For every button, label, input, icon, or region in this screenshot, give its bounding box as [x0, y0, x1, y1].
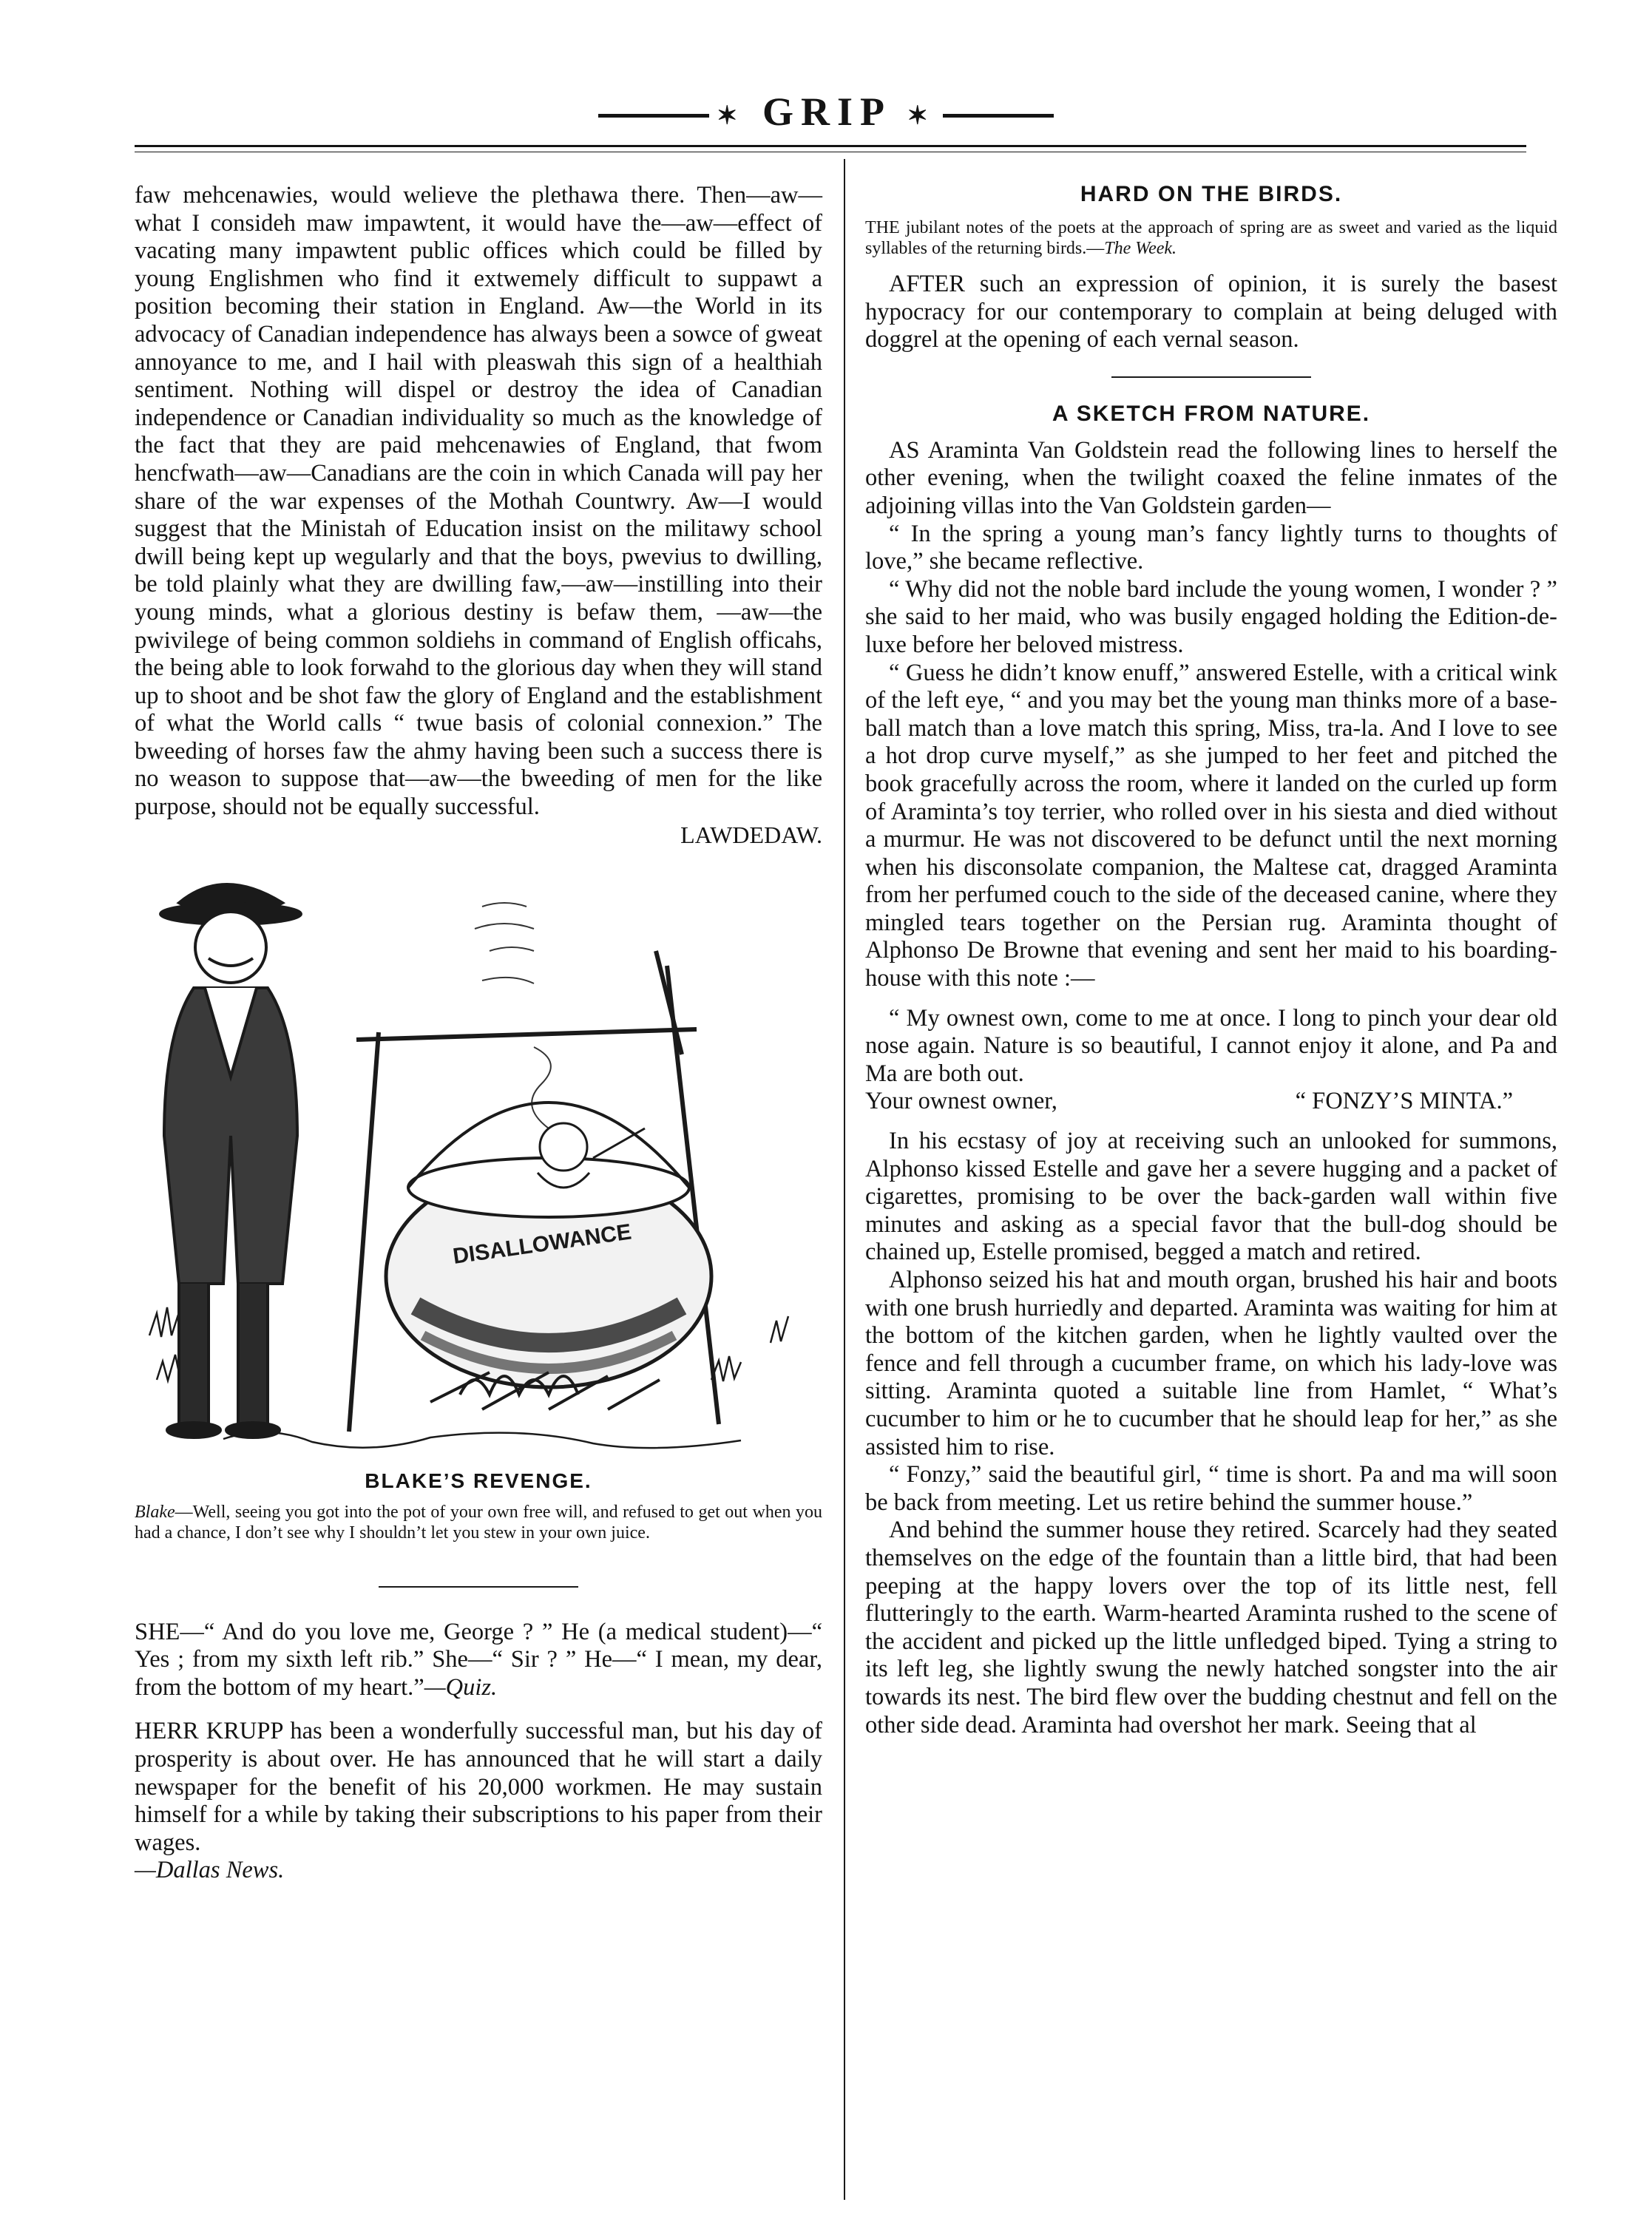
krupp-text: HERR KRUPP has been a wonderfully successful man, but his day of prosperity is about over. He has announced that he will start a daily newspaper for the benefit of his 20,000 workmen. He may sustain himself for a while by taking their subscriptions to his paper from their wages. [135, 1718, 822, 1856]
masthead-rule-right [943, 114, 1054, 118]
star-ornament-icon: ✶ [907, 102, 936, 130]
pot-label: DISALLOWANCE [451, 1219, 633, 1269]
krupp-source: —Dallas News. [135, 1857, 285, 1884]
sketch-paragraph-6: Alphonso seized his hat and mouth organ, brushed his hair and boots with one brush hurriedly and departed. Araminta was waiting for him at the bottom of the kitchen garden, when he lightly vaulted over the fence and fell through a cucumber frame, on which his lady-love was sitting. Araminta quoted a suitable line from Hamlet, “ What’s cucumber to him or he to cucumber that he should leap for her,” as she assisted him to rise. [865, 1267, 1557, 1460]
grass-tuft-far-right [771, 1316, 788, 1343]
masthead [0, 89, 1652, 135]
joke-text: SHE—“ And do you love me, George ? ” He (a medical student)—“ Yes ; from my sixth left rib.” She—“ Sir ? ” He—“ I mean, my dear, from the bottom of my heart.” [135, 1618, 822, 1701]
birds-quote-source: The Week. [1104, 239, 1177, 258]
grass-tuft-left [149, 1307, 178, 1337]
joke-she [135, 1619, 822, 1702]
cartoon-caption-title: BLAKE’S REVENGE. [365, 1469, 592, 1492]
joke-source: —Quiz. [424, 1673, 498, 1701]
pot-hook-chain [532, 1047, 551, 1128]
star-ornament-icon: ✶ [716, 102, 745, 130]
blake-figure [160, 884, 301, 1437]
ground-line [223, 1432, 741, 1448]
grass-tuft-left-lower [157, 1355, 180, 1381]
note-closing: Your ownest owner, [865, 1088, 1057, 1115]
birds-heading: HARD ON THE BIRDS. [1080, 182, 1343, 206]
sketch-paragraph-1: AS Araminta Van Goldstein read the following lines to herself the other evening, when the twilight coaxed the feline inmates of the adjoining villas into the Van Goldstein garden— [865, 436, 1557, 519]
crossbar-pole [356, 1029, 697, 1040]
article-signature: LAWDEDAW. [680, 821, 822, 848]
sketch-paragraph-4: “ Guess he didn’t know enuff,” answered Estelle, with a critical wink of the left eye, “ and you may bet the young man thinks more of a base-ball match than a love match this spring, Miss, tra-la. And I love to see a hot drop curve myself,” as she jumped to her feet and pitched the book gracefully across the room, where it landed on the curled up form of Araminta’s toy terrier, who rolled over in his siesta and died without a murmur. He was not discovered to be defunct until the next morning when his disconsolate companion, the Maltese cat, dragged Araminta from her perfumed couch to the side of the deceased canine, where they mingled tears together on the Persian rug. Araminta thought of Alphonso De Browne that evening and sent her maid to his boarding-house with this note :— [865, 659, 1557, 992]
sketch-paragraph-3: “ Why did not the noble bard include the young women, I wonder ? ” she said to her maid, who was busily engaged holding the Edition-de-luxe before her beloved mistress. [865, 575, 1557, 658]
sketch-heading: A SKETCH FROM NATURE. [1052, 401, 1371, 426]
left-column [135, 182, 822, 1885]
cartoon-caption [135, 1502, 822, 1543]
column-divider [844, 159, 845, 2200]
left-pole [349, 1032, 379, 1432]
birds-quote [865, 217, 1557, 259]
sketch-paragraph-8: And behind the summer house they retired. Scarcely had they seated themselves on the edge of the fountain than a little bird, that had been peeping at the happy lovers over the top of its little nest, fell flutteringly to the earth. Warm-hearted Araminta rushed to the scene of the accident and picked up the little unfledged biped. Tying a string to its left leg, she lightly swung the newly hatched songster into the air towards its nest. The bird flew over the budding chestnut and fell on the other side dead. Araminta had overshot her mark. Seeing that al [865, 1517, 1557, 1738]
lawdedaw-signature-row [135, 822, 822, 849]
sketch-paragraph-2: “ In the spring a young man’s fancy lightly turns to thoughts of love,” she became reflective. [865, 520, 1557, 575]
birds-quote-text: THE jubilant notes of the poets at the approach of spring are as sweet and varied as the liquid syllables of the returning birds.— [865, 218, 1557, 258]
note-signature: “ FONZY’S MINTA.” [1295, 1088, 1513, 1115]
krupp-paragraph [135, 1718, 822, 1885]
blakes-revenge-cartoon [135, 862, 822, 1461]
sketch-paragraph-7: “ Fonzy,” said the beautiful girl, “ time is short. Pa and ma will soon be back from meeting. Let us retire behind the summer house.” [865, 1461, 1557, 1516]
cartoon-caption-speaker: Blake [135, 1502, 175, 1522]
birds-body: AFTER such an expression of opinion, it is surely the basest hypocracy for our contemporary to complain at being deluged with doggrel at the opening of each vernal season. [865, 271, 1557, 353]
sketch-paragraph-5: In his ecstasy of joy at receiving such an unlooked for summons, Alphonso kissed Estelle and gave her a severe hugging and a packet of cigarettes, promising to be over the back-garden wall within five minutes and asking as a special favor that the bull-dog should be chained up, Estelle promised, begged a match and retired. [865, 1128, 1557, 1266]
masthead-title: GRIP [762, 89, 890, 134]
note-text: “ My ownest own, come to me at once. I long to pinch your dear old nose again. Nature is so beautiful, I cannot enjoy it alone, and Pa and Ma are both out. [865, 1004, 1557, 1087]
header-double-rule [135, 145, 1526, 152]
steam-lines [475, 903, 534, 983]
note-signature-row [865, 1088, 1557, 1116]
masthead-rule-left [598, 114, 709, 118]
grass-tuft-right [711, 1356, 741, 1381]
cartoon-caption-text: —Well, seeing you got into the pot of your own free will, and refused to get out when you had a chance, I don’t see why I shouldn’t let you stew in your own juice. [135, 1502, 822, 1542]
lawdedaw-article-body: faw mehcenawies, would welieve the plethawa there. Then—aw—what I consideh maw impawtent, it would have the—aw—effect of vacating many impawtent public offices which could be filled by young Englishmen who find it extwemely difficult to suppawt a position becoming their station in England. Aw—the World in its advocacy of Canadian independence has always been a sowce of gweat annoyance to me, and I hail with pleaswah this sign of a healthiah sentiment. Nothing will dispel or destroy the idea of Canadian independence or Canadian individuality so much as the knowledge of the fact that they are paid mehcenawies of England, that fwom hencfwath—aw—Canadians are the coin in which Canada will pay her share of the war expenses of the Mothah Countwry. Aw—I would suggest that the Ministah of Education insist on the militawy school dwill being kept up wegularly and that the boys, pwevius to dwilling, be told plainly what they are dwilling faw,—aw—instilling into their young minds, what a glorious destiny is befaw them, —aw—the pwivilege of being common soldiehs in command of English officahs, the being able to look forwahd to the glorious day when they will stand up to shoot and be shot faw the glory of England and the establishment of what the World calls “ twue basis of colonial connexion.” The bweeding of horses faw the ahmy having been such a success there is no weason to suppose that—aw—the bweeding of men for the like purpose, should not be equally successful. [135, 182, 822, 821]
right-column [865, 182, 1557, 1739]
